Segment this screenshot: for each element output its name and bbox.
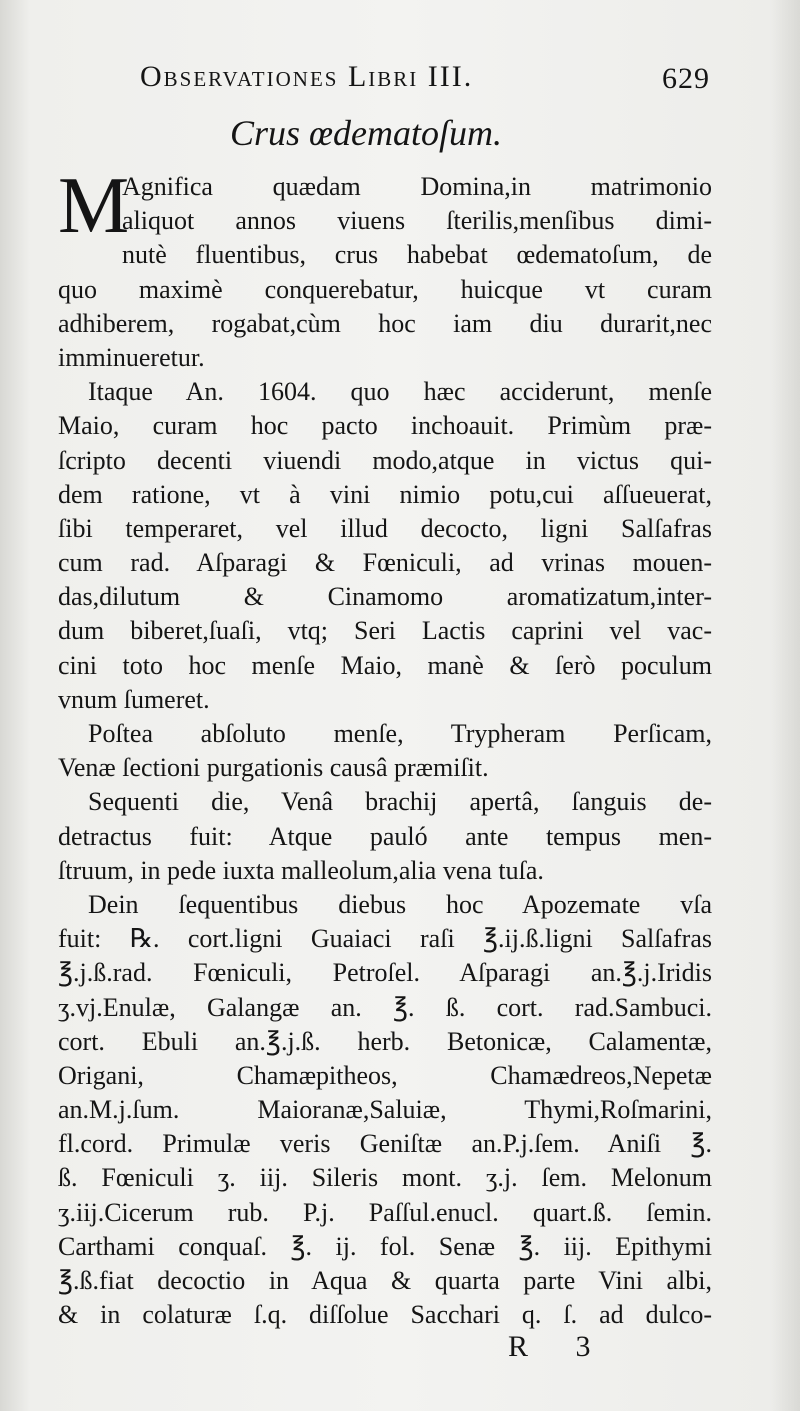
paragraph-5 bbox=[58, 888, 712, 1332]
text-line: ʒ.vj.Enulæ, Galangæ an. ℥. ß. cort. rad.Sambuci. bbox=[58, 992, 712, 1022]
drop-cap: M bbox=[58, 162, 130, 250]
text-line: Poſtea abſoluto menſe, Trypheram Perſicam, bbox=[88, 719, 712, 748]
body-text bbox=[58, 162, 712, 1332]
text-line: ſibi temperaret, vel illud decocto, ligni Salſafras bbox=[58, 513, 712, 543]
text-line: dum biberet,ſuaſi, vtq; Seri Lactis caprini vel vac- bbox=[58, 616, 712, 646]
paragraph-1 bbox=[58, 162, 712, 375]
text-line: Dein ſequentibus diebus hoc Apozemate vſa bbox=[88, 889, 712, 919]
text-line: ſtruum, in pede iuxta malleolum,alia vena tuſa. bbox=[58, 855, 544, 885]
text-line: fl.cord. Primulæ veris Geniſtæ an.P.j.ſem. Aniſi ℥. bbox=[58, 1129, 712, 1159]
text-line: ſcripto decenti viuendi modo,atque in victus qui- bbox=[58, 445, 712, 475]
paragraph-4 bbox=[58, 785, 712, 888]
text-line: adhiberem, rogabat,cùm hoc iam diu durarit,nec bbox=[58, 308, 712, 338]
text-line: ʒ.iij.Cicerum rub. P.j. Paſſul.enucl. quart.ß. ſemin. bbox=[58, 1197, 712, 1227]
text-line: Sequenti die, Venâ brachij apertâ, ſanguis de- bbox=[88, 787, 712, 817]
text-line: Agnifica quædam Domina,in matrimonio bbox=[122, 172, 712, 201]
text-line: ß. Fœniculi ʒ. iij. Sileris mont. ʒ.j. ſem. Melonum bbox=[58, 1163, 712, 1193]
running-head: Observationes Libri III. bbox=[140, 60, 474, 93]
text-line: ℥.j.ß.rad. Fœniculi, Petroſel. Aſparagi an.℥.j.Iridis bbox=[58, 958, 712, 988]
page-header bbox=[140, 60, 710, 108]
text-line: nutè fluentibus, crus habebat œdematoſum, de bbox=[122, 240, 712, 270]
text-line: quo maximè conquerebatur, huicque vt curam bbox=[58, 274, 712, 304]
text-line: aliquot annos viuens ſterilis,menſibus dimi- bbox=[122, 206, 712, 236]
text-line: cini toto hoc menſe Maio, manè & ſerò poculum bbox=[58, 650, 712, 680]
text-line: Maio, curam hoc pacto inchoauit. Primùm præ- bbox=[58, 411, 712, 441]
text-line: imminueretur. bbox=[58, 342, 205, 372]
text-line: das,dilutum & Cinamomo aromatizatum,inter- bbox=[58, 582, 712, 612]
text-line: dem ratione, vt à vini nimio potu,cui aſſueuerat, bbox=[58, 479, 712, 509]
paragraph-3 bbox=[58, 717, 712, 785]
text-line: Itaque An. 1604. quo hæc acciderunt, menſe bbox=[88, 377, 712, 407]
text-line: cort. Ebuli an.℥.j.ß. herb. Betonicæ, Calamentæ, bbox=[58, 1026, 712, 1056]
text-line: & in colaturæ ſ.q. diſſolue Sacchari q. ſ. ad dulco- bbox=[58, 1300, 712, 1330]
signature-mark: R 3 bbox=[508, 1330, 611, 1363]
text-line: fuit: ℞. cort.ligni Guaiaci raſi ℥.ij.ß.ligni Salſafras bbox=[58, 924, 712, 954]
text-line: detractus fuit: Atque pauló ante tempus men- bbox=[58, 821, 712, 851]
text-line: an.M.j.ſum. Maioranæ,Saluiæ, Thymi,Roſmarini, bbox=[58, 1095, 712, 1125]
text-line: Origani, Chamæpitheos, Chamædreos,Nepetæ bbox=[58, 1060, 712, 1090]
text-line: Venæ ſectioni purgationis causâ præmiſit. bbox=[58, 753, 489, 783]
text-line: Carthami conquaſ. ℥. ij. fol. Senæ ℥. iij. Epithymi bbox=[58, 1231, 712, 1261]
paragraph-2 bbox=[58, 375, 712, 717]
text-line: cum rad. Aſparagi & Fœniculi, ad vrinas mouen- bbox=[58, 548, 712, 578]
page-number: 629 bbox=[662, 62, 710, 95]
text-line: vnum ſumeret. bbox=[58, 684, 210, 714]
text-line: ℥.ß.fiat decoctio in Aqua & quarta parte Vini albi, bbox=[58, 1266, 712, 1295]
section-title: Crus œdematoſum. bbox=[230, 113, 503, 153]
